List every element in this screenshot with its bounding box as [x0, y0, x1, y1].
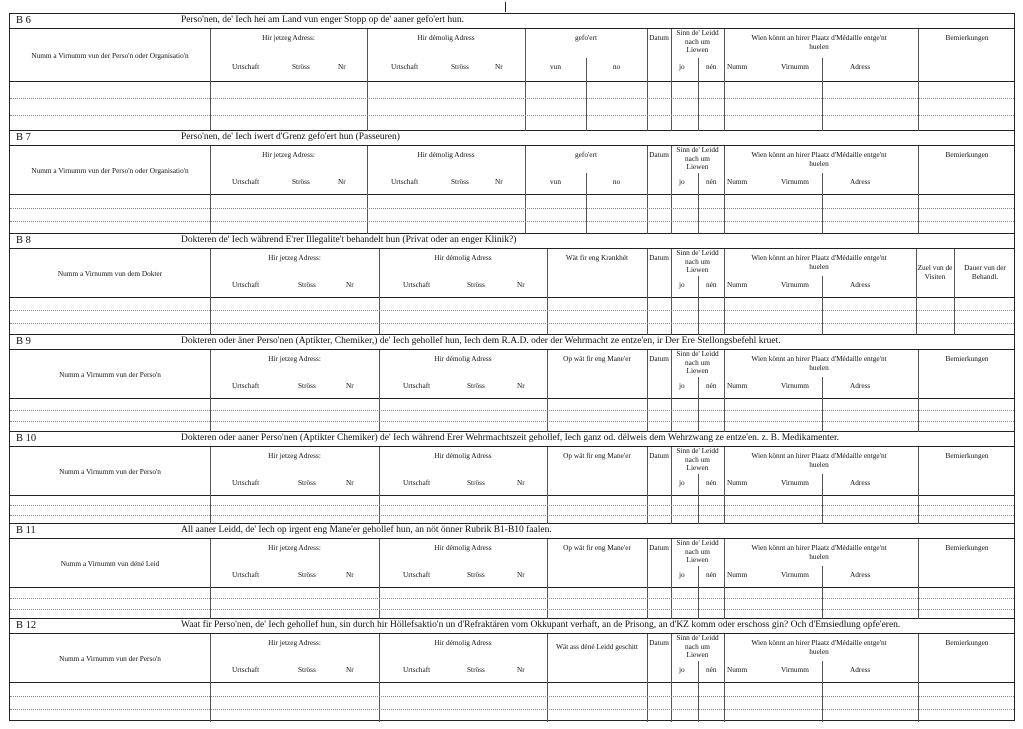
alive-yes: jo [679, 569, 685, 579]
date-header: Datum [649, 253, 669, 262]
alive-no: nén [706, 62, 717, 72]
entry-row[interactable] [10, 410, 1014, 421]
section-title-bar [10, 335, 1014, 350]
section-title-bar [10, 432, 1014, 447]
recipient-firstname: Virnumm [781, 62, 809, 72]
former-address-town: Urtschaft [391, 62, 419, 72]
section-b11 [10, 524, 1014, 619]
treatment-duration-header: Dauer vun der Behandl. [964, 263, 1006, 281]
current-address-header: Hir jetzeg Adress: [268, 354, 321, 363]
section-code: B 12 [16, 620, 37, 631]
current-address-header: Hir jetzeg Adress: [268, 451, 321, 460]
alive-yes: jo [679, 62, 685, 72]
recipient-surname: Numm [727, 176, 748, 186]
name-column-header: Numm a Virnumm vun déné Leid [60, 558, 160, 568]
resistance-helpers-form [9, 13, 1015, 721]
entry-row[interactable] [10, 399, 1014, 410]
entry-row[interactable] [10, 298, 1014, 310]
current-address-street: Ströss [298, 664, 316, 674]
former-address-street: Ströss [467, 569, 485, 579]
recipient-surname: Numm [727, 664, 748, 674]
former-address-street: Ströss [467, 477, 485, 487]
medal-recipient-header: Wien könnt an hirer Plaatz d'Médaille entge'nt huelen [751, 638, 887, 656]
section-title: All aaner Leidd, de' Iech op irgent eng Mane'er gehollef hun, an nöt önner Rubrik B1-B10 faalen. [181, 525, 552, 535]
current-address-number: Nr [346, 477, 354, 487]
current-address-street: Ströss [298, 380, 316, 390]
entry-row[interactable] [10, 598, 1014, 608]
entry-row[interactable] [10, 609, 1014, 619]
former-address-street: Ströss [467, 279, 485, 289]
recipient-address: Adress [850, 176, 871, 186]
entry-row[interactable] [10, 82, 1014, 98]
current-address-town: Urtschaft [232, 176, 260, 186]
entry-row[interactable] [10, 683, 1014, 696]
alive-header: Sinn de' Leidd nach um Liewen [676, 145, 719, 171]
medal-recipient-header: Wien könnt an hirer Plaatz d'Médaille entge'nt huelen [751, 354, 887, 372]
section-b10 [10, 432, 1014, 524]
transport-header: gefo'ert [575, 150, 597, 159]
name-column-header: Numm a Virnumm vun der Perso'n oder Organisatio'n [31, 165, 189, 175]
visits-header: Zuel vun de Visiten [917, 263, 953, 281]
entry-row[interactable] [10, 505, 1014, 514]
alive-no: nén [706, 477, 717, 487]
former-address-street: Ströss [451, 62, 469, 72]
current-address-number: Nr [346, 380, 354, 390]
transport-header: gefo'ert [575, 33, 597, 42]
current-address-number: Nr [346, 664, 354, 674]
name-column-header: Numm a Virnumm vun der Perso'n [59, 369, 161, 379]
entry-row[interactable] [10, 421, 1014, 432]
current-address-header: Hir jetzeg Adress: [268, 253, 321, 262]
entry-row[interactable] [10, 195, 1014, 208]
former-address-number: Nr [517, 569, 525, 579]
former-address-town: Urtschaft [403, 477, 431, 487]
former-address-street: Ströss [451, 176, 469, 186]
page-number-mark [505, 2, 506, 12]
alive-header: Sinn de' Leidd nach um Liewen [676, 28, 719, 54]
former-address-town: Urtschaft [403, 380, 431, 390]
former-address-header: Hir démolig Adress [434, 253, 492, 262]
current-address-town: Urtschaft [232, 62, 260, 72]
remarks-header: Bemierkungen [945, 638, 989, 647]
section-code: B 11 [16, 525, 36, 536]
recipient-firstname: Virnumm [781, 176, 809, 186]
entry-row[interactable] [10, 115, 1014, 131]
former-address-header: Hir démolig Adress [417, 150, 475, 159]
former-address-number: Nr [517, 664, 525, 674]
date-header: Datum [649, 354, 669, 363]
section-title: Dokteren de' Iech während E'rer Illegalite't behandelt hun (Privat oder an enger Klinik?) [181, 235, 517, 245]
recipient-firstname: Virnumm [781, 380, 809, 390]
current-address-header: Hir jetzeg Adress: [262, 150, 315, 159]
current-address-town: Urtschaft [232, 380, 260, 390]
entry-row[interactable] [10, 208, 1014, 221]
section-title: Waat fir Perso'nen, de' Iech gehollef hun, sin durch hir Höllefsaktio'n un d'Refraktären vom Okkupant verhaft, an de Prisong, an d'KZ komm oder erschoss gin? Och d'Emsiedlung opfe'eren. [181, 620, 901, 630]
entry-row[interactable] [10, 323, 1014, 335]
recipient-address: Adress [850, 664, 871, 674]
section-title-bar [10, 234, 1014, 249]
current-address-street: Ströss [292, 62, 310, 72]
former-address-number: Nr [517, 279, 525, 289]
third-column-header: Op wät fir eng Mane'er [563, 543, 631, 552]
remarks-header: Bemierkungen [945, 33, 989, 42]
current-address-header: Hir jetzeg Adress: [268, 543, 321, 552]
entry-row[interactable] [10, 696, 1014, 709]
medal-recipient-header: Wien könnt an hirer Plaatz d'Médaille entge'nt huelen [751, 451, 887, 469]
section-b6 [10, 14, 1014, 131]
current-address-street: Ströss [298, 477, 316, 487]
third-column-header: Op wät fir eng Mane'er [563, 451, 631, 460]
section-title: Dokteren oder aaner Perso'nen (Aptikter Chemiker) de' Iech während Erer Wehrmachtszeit gehollef, Iech ganz od. dëlweis dem Wehrzwang ze entze'en. z. B. Medikamenter. [181, 433, 839, 443]
current-address-street: Ströss [292, 176, 310, 186]
alive-no: nén [706, 279, 717, 289]
recipient-firstname: Virnumm [781, 279, 809, 289]
recipient-address: Adress [850, 380, 871, 390]
alive-header: Sinn de' Leidd nach um Liewen [676, 633, 719, 659]
former-address-number: Nr [495, 62, 503, 72]
transport-to: no [612, 62, 621, 72]
recipient-surname: Numm [727, 279, 748, 289]
recipient-firstname: Virnumm [781, 664, 809, 674]
alive-no: nén [706, 176, 717, 186]
name-column-header: Numm a Virnumm vun der Perso'n oder Organisatio'n [31, 50, 189, 60]
transport-from: vun [550, 176, 561, 186]
remarks-header: Bemierkungen [945, 543, 989, 552]
remarks-header: Bemierkungen [945, 451, 989, 460]
current-address-town: Urtschaft [232, 569, 260, 579]
alive-no: nén [706, 664, 717, 674]
name-column-header: Numm a Virnumm vun der Perso'n [59, 653, 161, 663]
entry-row[interactable] [10, 496, 1014, 505]
former-address-header: Hir démolig Adress [434, 354, 492, 363]
current-address-number: Nr [338, 62, 346, 72]
medal-recipient-header: Wien könnt an hirer Plaatz d'Médaille entge'nt huelen [751, 150, 887, 168]
recipient-address: Adress [850, 477, 871, 487]
former-address-town: Urtschaft [403, 279, 431, 289]
section-b12 [10, 619, 1014, 722]
entry-row[interactable] [10, 515, 1014, 524]
section-title: Dokteren oder äner Perso'nen (Aptikter, Chemiker,) de' Iech gehollef hun, Iech dem R.A.D. oder der Wehrmacht ze entze'en, ir Der Ere Stellongsbefehl kruet. [181, 336, 781, 346]
name-column-header: Numm a Virnumm vun der Perso'n [59, 466, 161, 476]
recipient-surname: Numm [727, 62, 748, 72]
third-column-header: Wät fir eng Krankhét [565, 253, 629, 262]
entry-row[interactable] [10, 98, 1014, 114]
third-column-header: Wät ass déné Leidd geschitt [556, 642, 638, 651]
former-address-header: Hir démolig Adress [434, 638, 492, 647]
entry-row[interactable] [10, 709, 1014, 722]
alive-header: Sinn de' Leidd nach um Liewen [676, 538, 719, 564]
section-code: B 8 [16, 235, 31, 246]
remarks-header: Bemierkungen [945, 354, 989, 363]
alive-header: Sinn de' Leidd nach um Liewen [676, 248, 719, 274]
alive-yes: jo [679, 279, 685, 289]
former-address-number: Nr [495, 176, 503, 186]
medal-recipient-header: Wien könnt an hirer Plaatz d'Médaille entge'nt huelen [751, 33, 887, 51]
remarks-header: Bemierkungen [945, 150, 989, 159]
section-title-bar [10, 619, 1014, 634]
medal-recipient-header: Wien könnt an hirer Plaatz d'Médaille entge'nt huelen [751, 543, 887, 561]
section-b8 [10, 234, 1014, 335]
former-address-street: Ströss [467, 664, 485, 674]
current-address-town: Urtschaft [232, 477, 260, 487]
entry-row[interactable] [10, 588, 1014, 598]
current-address-number: Nr [338, 176, 346, 186]
section-code: B 9 [16, 336, 31, 347]
recipient-surname: Numm [727, 380, 748, 390]
former-address-street: Ströss [467, 380, 485, 390]
former-address-header: Hir démolig Adress [434, 451, 492, 460]
former-address-header: Hir démolig Adress [417, 33, 475, 42]
transport-to: no [612, 176, 621, 186]
date-header: Datum [649, 451, 669, 460]
former-address-header: Hir démolig Adress [434, 543, 492, 552]
current-address-number: Nr [346, 569, 354, 579]
former-address-town: Urtschaft [403, 569, 431, 579]
date-header: Datum [649, 638, 669, 647]
alive-yes: jo [679, 380, 685, 390]
entry-row[interactable] [10, 310, 1014, 322]
former-address-town: Urtschaft [391, 176, 419, 186]
current-address-street: Ströss [298, 569, 316, 579]
recipient-address: Adress [850, 62, 871, 72]
section-title: Perso'nen, de' Iech iwert d'Grenz gefo'ert hun (Passeuren) [181, 132, 400, 142]
former-address-number: Nr [517, 477, 525, 487]
section-title-bar [10, 524, 1014, 539]
section-code: B 6 [16, 15, 31, 26]
section-b7 [10, 131, 1014, 234]
recipient-surname: Numm [727, 477, 748, 487]
section-title-bar [10, 14, 1014, 29]
medal-recipient-header: Wien könnt an hirer Plaatz d'Médaille entge'nt huelen [751, 253, 887, 271]
date-header: Datum [649, 150, 669, 159]
entry-row[interactable] [10, 221, 1014, 234]
former-address-number: Nr [517, 380, 525, 390]
section-title: Perso'nen, de' Iech hei am Land vun enger Stopp op de' aaner gefo'ert hun. [181, 15, 465, 25]
alive-yes: jo [679, 176, 685, 186]
current-address-number: Nr [346, 279, 354, 289]
recipient-address: Adress [850, 279, 871, 289]
current-address-header: Hir jetzeg Adress: [262, 33, 315, 42]
third-column-header: Op wät fir eng Mane'er [563, 354, 631, 363]
recipient-surname: Numm [727, 569, 748, 579]
recipient-address: Adress [850, 569, 871, 579]
date-header: Datum [649, 543, 669, 552]
date-header: Datum [649, 33, 669, 42]
section-code: B 10 [16, 433, 37, 444]
recipient-firstname: Virnumm [781, 477, 809, 487]
alive-yes: jo [679, 477, 685, 487]
section-title-bar [10, 131, 1014, 146]
alive-header: Sinn de' Leidd nach um Liewen [676, 446, 719, 472]
current-address-town: Urtschaft [232, 664, 260, 674]
alive-header: Sinn de' Leidd nach um Liewen [676, 349, 719, 375]
name-column-header: Numm a Virnumm vun dem Dokter [57, 268, 163, 278]
transport-from: vun [550, 62, 561, 72]
recipient-firstname: Virnumm [781, 569, 809, 579]
alive-yes: jo [679, 664, 685, 674]
current-address-street: Ströss [298, 279, 316, 289]
alive-no: nén [706, 380, 717, 390]
former-address-town: Urtschaft [403, 664, 431, 674]
current-address-town: Urtschaft [232, 279, 260, 289]
section-b9 [10, 335, 1014, 432]
section-code: B 7 [16, 132, 31, 143]
alive-no: nén [706, 569, 717, 579]
current-address-header: Hir jetzeg Adress: [268, 638, 321, 647]
